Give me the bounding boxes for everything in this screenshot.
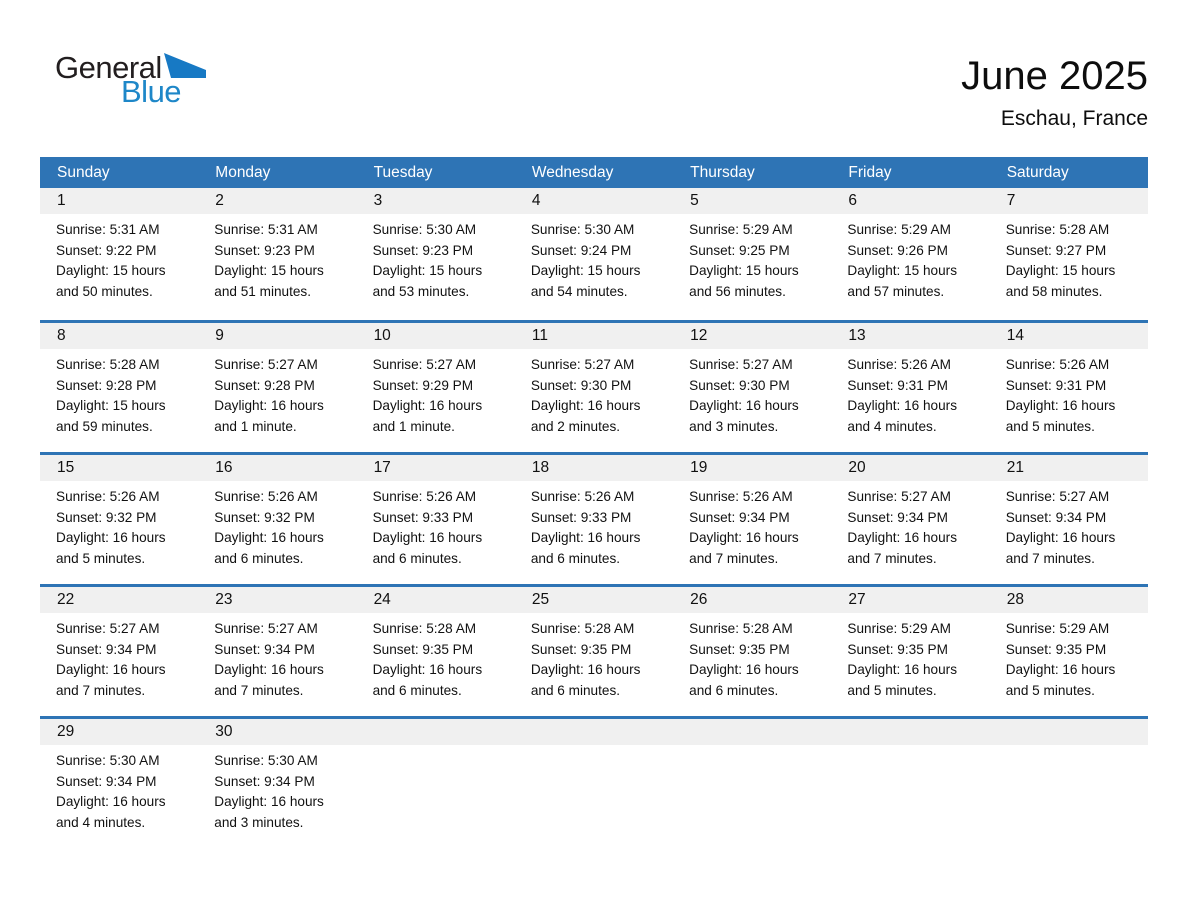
day-number: 7 bbox=[990, 188, 1148, 214]
daylight-text: Daylight: 16 hours and 7 minutes. bbox=[1005, 530, 1116, 566]
day-details bbox=[40, 349, 198, 437]
calendar-day-cell bbox=[40, 323, 198, 452]
day-details bbox=[198, 214, 356, 302]
sunrise-text: Sunrise: 5:31 AM bbox=[214, 222, 318, 237]
day-details bbox=[40, 613, 198, 701]
calendar-day-cell bbox=[40, 587, 198, 716]
weekday-header-cell: Tuesday bbox=[373, 164, 433, 181]
calendar-day-cell bbox=[40, 188, 198, 320]
calendar-day-cell bbox=[990, 323, 1148, 452]
daylight-text: Daylight: 16 hours and 7 minutes. bbox=[214, 662, 324, 698]
daylight-text: Daylight: 16 hours and 5 minutes. bbox=[1005, 662, 1116, 698]
daylight-text: Daylight: 16 hours and 1 minute. bbox=[372, 398, 483, 434]
weekday-header-cell: Friday bbox=[848, 164, 892, 181]
day-number: 27 bbox=[831, 587, 989, 613]
day-number: 1 bbox=[40, 188, 198, 214]
sunrise-text: Sunrise: 5:29 AM bbox=[847, 222, 951, 237]
day-details bbox=[515, 481, 673, 569]
calendar-day-cell bbox=[198, 323, 356, 452]
calendar-day-cell bbox=[515, 188, 673, 320]
sunrise-text: Sunrise: 5:30 AM bbox=[214, 753, 318, 768]
daylight-text: Daylight: 16 hours and 5 minutes. bbox=[1005, 398, 1116, 434]
calendar-day-cell bbox=[515, 587, 673, 716]
sunset-text: Sunset: 9:35 PM bbox=[847, 641, 948, 657]
daylight-text: Daylight: 16 hours and 6 minutes. bbox=[530, 662, 641, 698]
weekday-header-cell: Saturday bbox=[1006, 164, 1069, 181]
daylight-text: Daylight: 15 hours and 58 minutes. bbox=[1005, 263, 1116, 299]
day-details bbox=[990, 214, 1148, 302]
calendar-day-cell bbox=[198, 455, 356, 584]
calendar-day-cell bbox=[831, 455, 989, 584]
calendar-empty-cell bbox=[990, 719, 1148, 848]
day-details bbox=[673, 349, 831, 437]
sunrise-text: Sunrise: 5:26 AM bbox=[1005, 357, 1110, 372]
daylight-text: Daylight: 16 hours and 6 minutes. bbox=[372, 662, 483, 698]
sunrise-text: Sunrise: 5:27 AM bbox=[847, 489, 951, 504]
sunset-text: Sunset: 9:31 PM bbox=[847, 377, 948, 393]
day-number: 29 bbox=[40, 719, 198, 745]
daylight-text: Daylight: 16 hours and 7 minutes. bbox=[689, 530, 799, 566]
sunset-text: Sunset: 9:29 PM bbox=[372, 377, 474, 393]
sunset-text: Sunset: 9:28 PM bbox=[214, 377, 315, 393]
daylight-text: Daylight: 15 hours and 56 minutes. bbox=[689, 263, 799, 299]
day-details bbox=[673, 481, 831, 569]
day-details bbox=[198, 349, 356, 437]
daylight-text: Daylight: 15 hours and 53 minutes. bbox=[372, 263, 483, 299]
day-details bbox=[357, 349, 515, 437]
day-details bbox=[673, 613, 831, 701]
day-number: 13 bbox=[831, 323, 989, 349]
sunrise-text: Sunrise: 5:26 AM bbox=[214, 489, 318, 504]
daylight-text: Daylight: 16 hours and 3 minutes. bbox=[689, 398, 799, 434]
week-row bbox=[40, 716, 1148, 848]
sunset-text: Sunset: 9:35 PM bbox=[530, 641, 632, 657]
calendar-day-cell bbox=[357, 188, 515, 320]
day-details bbox=[831, 481, 989, 569]
day-number: 17 bbox=[357, 455, 515, 481]
day-details bbox=[673, 214, 831, 302]
sunset-text: Sunset: 9:22 PM bbox=[56, 242, 157, 258]
day-details bbox=[515, 349, 673, 437]
daylight-text: Daylight: 16 hours and 3 minutes. bbox=[214, 794, 324, 830]
day-number bbox=[673, 719, 831, 745]
week-row bbox=[40, 188, 1148, 320]
day-number: 4 bbox=[515, 188, 673, 214]
calendar-day-cell bbox=[357, 587, 515, 716]
month-title: June 2025 bbox=[961, 54, 1148, 98]
week-row bbox=[40, 452, 1148, 584]
sunrise-text: Sunrise: 5:28 AM bbox=[56, 357, 160, 372]
week-row bbox=[40, 584, 1148, 716]
day-details bbox=[990, 481, 1148, 569]
day-details bbox=[40, 481, 198, 569]
day-details bbox=[198, 745, 356, 833]
day-number: 11 bbox=[515, 323, 673, 349]
calendar-empty-cell bbox=[357, 719, 515, 848]
sunrise-text: Sunrise: 5:28 AM bbox=[372, 621, 477, 636]
sunrise-text: Sunrise: 5:26 AM bbox=[372, 489, 477, 504]
sunset-text: Sunset: 9:35 PM bbox=[1005, 641, 1107, 657]
sunrise-text: Sunrise: 5:27 AM bbox=[1005, 489, 1110, 504]
weekday-header-cell: Monday bbox=[215, 164, 271, 181]
day-details bbox=[831, 214, 989, 302]
day-number: 15 bbox=[40, 455, 198, 481]
calendar-empty-cell bbox=[515, 719, 673, 848]
sunrise-text: Sunrise: 5:29 AM bbox=[1005, 621, 1110, 636]
sunset-text: Sunset: 9:34 PM bbox=[1005, 509, 1107, 525]
day-details bbox=[990, 349, 1148, 437]
calendar-day-cell bbox=[673, 323, 831, 452]
calendar-day-cell bbox=[673, 587, 831, 716]
sunset-text: Sunset: 9:35 PM bbox=[372, 641, 474, 657]
sunset-text: Sunset: 9:34 PM bbox=[214, 773, 315, 789]
daylight-text: Daylight: 16 hours and 7 minutes. bbox=[56, 662, 166, 698]
calendar-day-cell bbox=[831, 323, 989, 452]
calendar-day-cell bbox=[515, 323, 673, 452]
day-number: 10 bbox=[357, 323, 515, 349]
calendar-day-cell bbox=[831, 188, 989, 320]
location-subtitle: Eschau, France bbox=[1000, 107, 1148, 130]
sunset-text: Sunset: 9:33 PM bbox=[530, 509, 632, 525]
day-number bbox=[357, 719, 515, 745]
calendar-day-cell bbox=[990, 188, 1148, 320]
day-number: 2 bbox=[198, 188, 356, 214]
logo-text-blue: Blue bbox=[121, 74, 182, 109]
sunrise-text: Sunrise: 5:27 AM bbox=[530, 357, 635, 372]
day-number: 16 bbox=[198, 455, 356, 481]
day-number: 30 bbox=[198, 719, 356, 745]
calendar-day-cell bbox=[990, 455, 1148, 584]
daylight-text: Daylight: 16 hours and 2 minutes. bbox=[530, 398, 641, 434]
daylight-text: Daylight: 16 hours and 6 minutes. bbox=[372, 530, 483, 566]
calendar-day-cell bbox=[990, 587, 1148, 716]
daylight-text: Daylight: 16 hours and 5 minutes. bbox=[847, 662, 957, 698]
logo-text-general: General bbox=[55, 50, 162, 85]
daylight-text: Daylight: 16 hours and 5 minutes. bbox=[56, 530, 166, 566]
sunset-text: Sunset: 9:34 PM bbox=[56, 641, 157, 657]
sunrise-text: Sunrise: 5:28 AM bbox=[530, 621, 635, 636]
day-details bbox=[515, 214, 673, 302]
sunrise-text: Sunrise: 5:30 AM bbox=[56, 753, 160, 768]
calendar-day-cell bbox=[198, 587, 356, 716]
sunrise-text: Sunrise: 5:26 AM bbox=[56, 489, 160, 504]
sunset-text: Sunset: 9:32 PM bbox=[56, 509, 157, 525]
day-details bbox=[40, 745, 198, 833]
sunrise-text: Sunrise: 5:28 AM bbox=[689, 621, 793, 636]
title-block bbox=[961, 52, 1148, 131]
calendar-day-cell bbox=[198, 719, 356, 848]
sunrise-text: Sunrise: 5:27 AM bbox=[56, 621, 160, 636]
calendar-day-cell bbox=[673, 188, 831, 320]
sunset-text: Sunset: 9:30 PM bbox=[689, 377, 790, 393]
daylight-text: Daylight: 16 hours and 4 minutes. bbox=[847, 398, 957, 434]
day-details bbox=[831, 349, 989, 437]
sunset-text: Sunset: 9:34 PM bbox=[847, 509, 948, 525]
sunset-text: Sunset: 9:35 PM bbox=[689, 641, 790, 657]
calendar-table bbox=[40, 157, 1148, 848]
day-details bbox=[40, 214, 198, 302]
week-row bbox=[40, 320, 1148, 452]
day-number bbox=[515, 719, 673, 745]
day-details bbox=[357, 214, 515, 302]
sunrise-text: Sunrise: 5:26 AM bbox=[689, 489, 793, 504]
page-header bbox=[0, 0, 1188, 157]
calendar-day-cell bbox=[515, 455, 673, 584]
day-number: 3 bbox=[357, 188, 515, 214]
sunset-text: Sunset: 9:34 PM bbox=[689, 509, 790, 525]
weekday-header-cell: Sunday bbox=[57, 164, 110, 181]
weekday-header-row bbox=[40, 157, 1148, 188]
sunset-text: Sunset: 9:34 PM bbox=[56, 773, 157, 789]
day-number: 24 bbox=[357, 587, 515, 613]
sunset-text: Sunset: 9:27 PM bbox=[1005, 242, 1107, 258]
calendar-day-cell bbox=[357, 455, 515, 584]
daylight-text: Daylight: 16 hours and 1 minute. bbox=[214, 398, 324, 434]
day-number: 26 bbox=[673, 587, 831, 613]
sunset-text: Sunset: 9:32 PM bbox=[214, 509, 315, 525]
sunrise-text: Sunrise: 5:31 AM bbox=[56, 222, 160, 237]
sunrise-text: Sunrise: 5:28 AM bbox=[1005, 222, 1110, 237]
general-blue-logo bbox=[55, 52, 206, 107]
sunrise-text: Sunrise: 5:27 AM bbox=[214, 621, 318, 636]
daylight-text: Daylight: 16 hours and 7 minutes. bbox=[847, 530, 957, 566]
sunset-text: Sunset: 9:30 PM bbox=[530, 377, 632, 393]
sunrise-text: Sunrise: 5:27 AM bbox=[214, 357, 318, 372]
day-number: 8 bbox=[40, 323, 198, 349]
day-number: 22 bbox=[40, 587, 198, 613]
weekday-header-cell: Thursday bbox=[690, 164, 755, 181]
day-number: 12 bbox=[673, 323, 831, 349]
day-number: 19 bbox=[673, 455, 831, 481]
calendar-day-cell bbox=[198, 188, 356, 320]
daylight-text: Daylight: 16 hours and 6 minutes. bbox=[530, 530, 641, 566]
day-number: 18 bbox=[515, 455, 673, 481]
sunrise-text: Sunrise: 5:30 AM bbox=[372, 222, 477, 237]
calendar-day-cell bbox=[40, 455, 198, 584]
sunrise-text: Sunrise: 5:29 AM bbox=[847, 621, 951, 636]
daylight-text: Daylight: 15 hours and 57 minutes. bbox=[847, 263, 957, 299]
calendar-day-cell bbox=[40, 719, 198, 848]
sunset-text: Sunset: 9:33 PM bbox=[372, 509, 474, 525]
sunrise-text: Sunrise: 5:26 AM bbox=[847, 357, 951, 372]
day-number: 25 bbox=[515, 587, 673, 613]
daylight-text: Daylight: 15 hours and 51 minutes. bbox=[214, 263, 324, 299]
sunset-text: Sunset: 9:28 PM bbox=[56, 377, 157, 393]
daylight-text: Daylight: 15 hours and 54 minutes. bbox=[530, 263, 641, 299]
day-details bbox=[198, 613, 356, 701]
day-number: 28 bbox=[990, 587, 1148, 613]
day-details bbox=[515, 613, 673, 701]
calendar-empty-cell bbox=[673, 719, 831, 848]
day-details bbox=[357, 481, 515, 569]
sunset-text: Sunset: 9:31 PM bbox=[1005, 377, 1107, 393]
sunset-text: Sunset: 9:24 PM bbox=[530, 242, 632, 258]
sunrise-text: Sunrise: 5:26 AM bbox=[530, 489, 635, 504]
day-number: 21 bbox=[990, 455, 1148, 481]
day-number bbox=[831, 719, 989, 745]
daylight-text: Daylight: 15 hours and 50 minutes. bbox=[56, 263, 166, 299]
day-number bbox=[990, 719, 1148, 745]
day-number: 20 bbox=[831, 455, 989, 481]
sunset-text: Sunset: 9:34 PM bbox=[214, 641, 315, 657]
daylight-text: Daylight: 16 hours and 4 minutes. bbox=[56, 794, 166, 830]
day-number: 5 bbox=[673, 188, 831, 214]
sunset-text: Sunset: 9:26 PM bbox=[847, 242, 948, 258]
day-number: 6 bbox=[831, 188, 989, 214]
sunset-text: Sunset: 9:23 PM bbox=[372, 242, 474, 258]
day-details bbox=[198, 481, 356, 569]
weeks-container bbox=[40, 188, 1148, 848]
calendar-day-cell bbox=[831, 587, 989, 716]
day-number: 9 bbox=[198, 323, 356, 349]
calendar-day-cell bbox=[357, 323, 515, 452]
day-details bbox=[990, 613, 1148, 701]
sunset-text: Sunset: 9:23 PM bbox=[214, 242, 315, 258]
sunset-text: Sunset: 9:25 PM bbox=[689, 242, 790, 258]
calendar-day-cell bbox=[673, 455, 831, 584]
day-details bbox=[357, 613, 515, 701]
day-number: 23 bbox=[198, 587, 356, 613]
daylight-text: Daylight: 15 hours and 59 minutes. bbox=[56, 398, 166, 434]
sunrise-text: Sunrise: 5:27 AM bbox=[689, 357, 793, 372]
day-details bbox=[831, 613, 989, 701]
calendar-empty-cell bbox=[831, 719, 989, 848]
weekday-header-cell: Wednesday bbox=[531, 164, 614, 181]
daylight-text: Daylight: 16 hours and 6 minutes. bbox=[214, 530, 324, 566]
sunrise-text: Sunrise: 5:29 AM bbox=[689, 222, 793, 237]
day-number: 14 bbox=[990, 323, 1148, 349]
sunrise-text: Sunrise: 5:27 AM bbox=[372, 357, 477, 372]
sunrise-text: Sunrise: 5:30 AM bbox=[530, 222, 635, 237]
daylight-text: Daylight: 16 hours and 6 minutes. bbox=[689, 662, 799, 698]
